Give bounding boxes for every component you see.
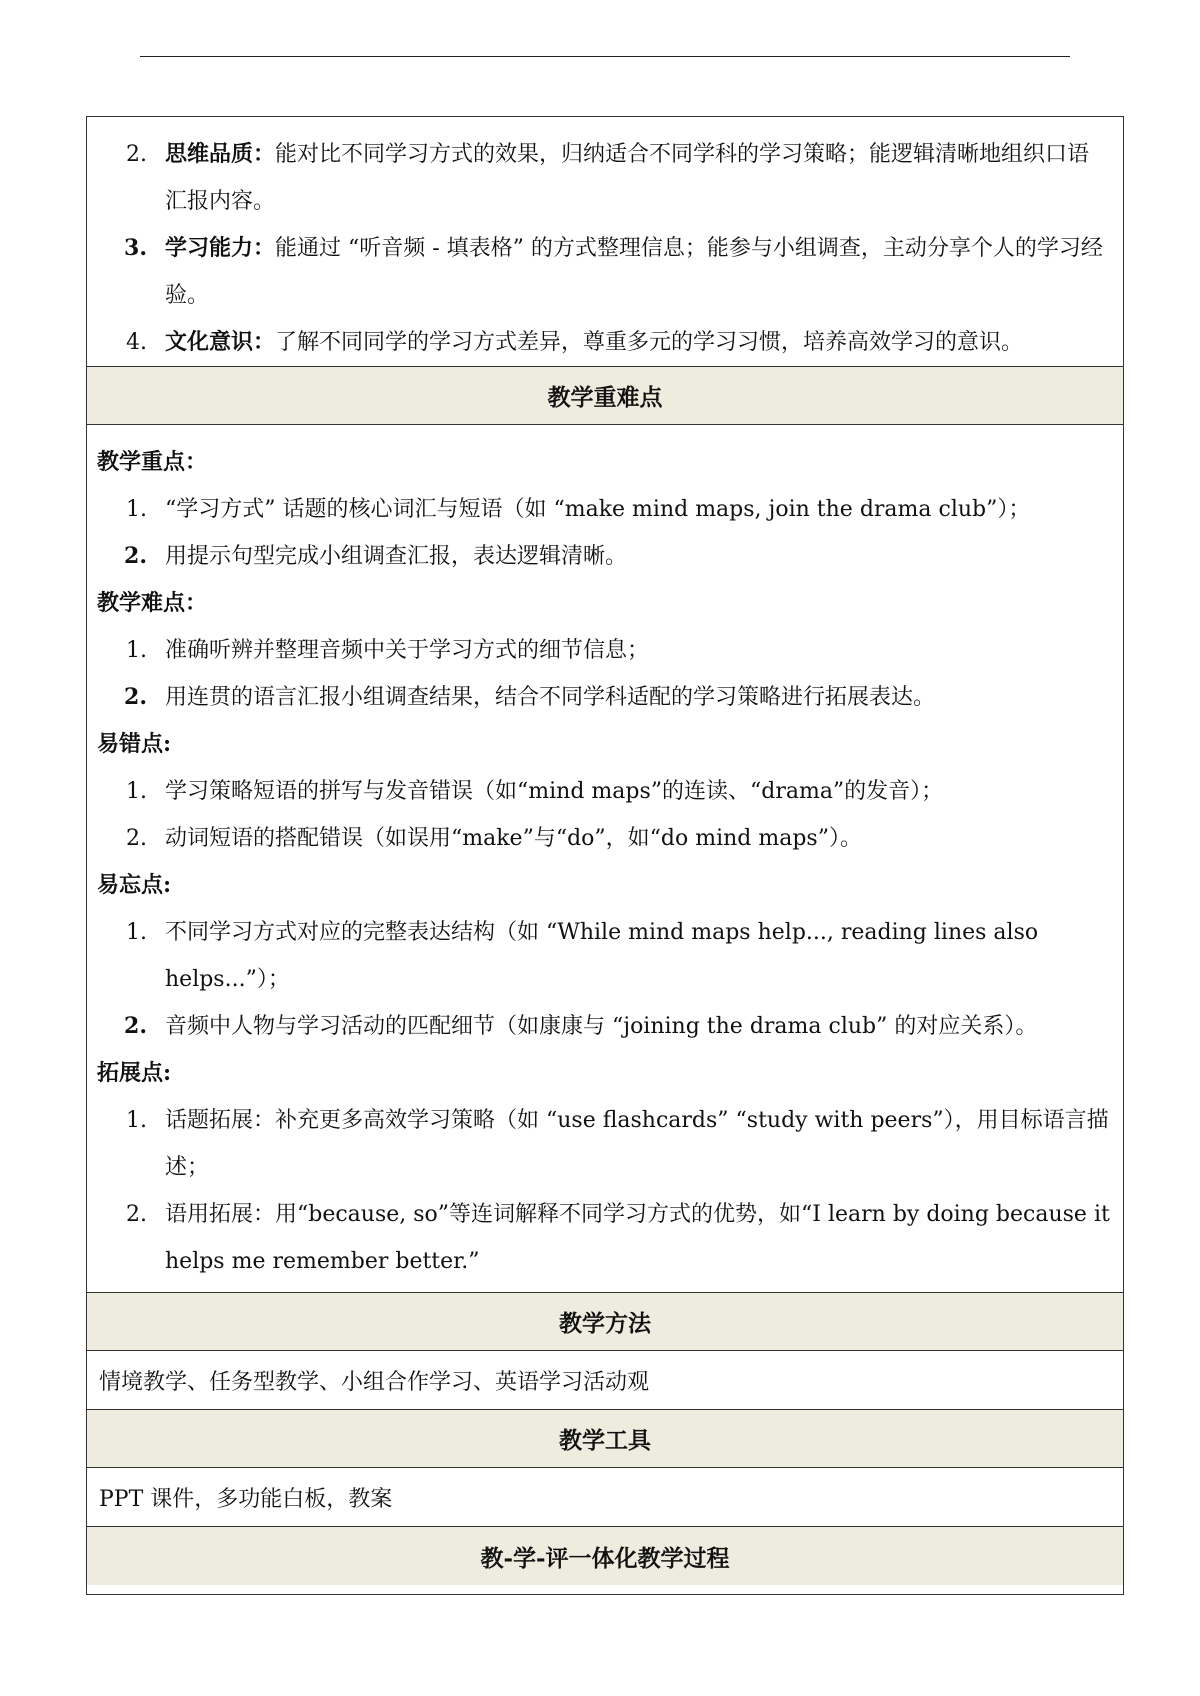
item-number: 2. [124,543,147,569]
key-difficult-cell [87,425,1123,1293]
list-item [97,533,1113,580]
list-item [97,1191,1113,1285]
item-number: 3. [124,235,147,261]
section-title: 易忘点: [97,872,172,898]
item-text: 不同学习方式对应的完整表达结构（如 “While mind maps help..., reading lines also helps...”）； [165,920,1039,992]
list-item [97,627,1113,674]
section-heading-tools: 教学工具 [87,1410,1123,1468]
section-title: 拓展点: [97,1060,172,1086]
item-label: 学习能力： [165,235,276,261]
tools-text: PPT 课件，多功能白板，教案 [87,1468,1123,1527]
list-item [97,909,1113,1003]
item-text: 了解不同同学的学习方式差异，尊重多元的学习习惯，培养高效学习的意识。 [275,330,1024,355]
item-text: 能对比不同学习方式的效果，归纳适合不同学科的学习策略；能逻辑清晰地组织口语汇报内容。 [165,142,1090,214]
section-heading-key-difficult: 教学重难点 [87,367,1123,425]
section-heading-methods: 教学方法 [87,1293,1123,1351]
list-item [97,815,1113,862]
item-number: 2. [126,142,147,167]
objective-item [87,131,1111,225]
list-item [97,674,1113,721]
header-rule [140,56,1070,57]
item-number: 1. [126,638,147,663]
item-number: 1. [126,920,147,945]
item-label: 文化意识： [165,329,276,355]
item-number: 4. [126,330,147,355]
list-item [97,1003,1113,1050]
objective-item [87,319,1111,366]
item-text: 动词短语的搭配错误（如误用“make”与“do”，如“do mind maps”）。 [165,826,862,851]
item-text: 能通过 “听音频 - 填表格” 的方式整理信息；能参与小组调查，主动分享个人的学习经验。 [165,236,1103,308]
item-number: 2. [124,1013,147,1039]
objective-item [87,225,1111,319]
list-item [97,1097,1113,1191]
item-number: 1. [126,1108,147,1133]
objectives-cell [87,117,1123,367]
section-title: 易错点: [97,731,172,757]
item-text: 准确听辨并整理音频中关于学习方式的细节信息； [165,638,650,663]
item-number: 2. [124,684,147,710]
section-title: 教学难点： [97,590,208,616]
item-number: 1. [126,779,147,804]
item-number: 1. [126,497,147,522]
lesson-plan-table [86,116,1124,1595]
item-number: 2. [126,826,147,851]
list-item [97,486,1113,533]
item-text: 音频中人物与学习活动的匹配细节（如康康与 “joining the drama club” 的对应关系）。 [165,1014,1038,1039]
item-text: “学习方式” 话题的核心词汇与短语（如 “make mind maps, join the drama club”）； [165,497,1031,522]
item-number: 2. [126,1202,147,1227]
methods-text: 情境教学、任务型教学、小组合作学习、英语学习活动观 [87,1351,1123,1410]
item-text: 语用拓展：用“because, so”等连词解释不同学习方式的优势，如“I learn by doing because it helps me remember better.” [165,1202,1110,1274]
list-item [97,768,1113,815]
item-text: 用提示句型完成小组调查汇报，表达逻辑清晰。 [165,544,628,569]
section-title: 教学重点： [97,449,208,475]
item-label: 思维品质： [165,141,276,167]
item-text: 学习策略短语的拼写与发音错误（如“mind maps”的连读、“drama”的发音）； [165,779,944,804]
item-text: 用连贯的语言汇报小组调查结果，结合不同学科适配的学习策略进行拓展表达。 [165,685,936,710]
section-heading-process: 教-学-评一体化教学过程 [87,1527,1123,1585]
item-text: 话题拓展：补充更多高效学习策略（如 “use flashcards” “study with peers”），用目标语言描述； [165,1108,1109,1180]
